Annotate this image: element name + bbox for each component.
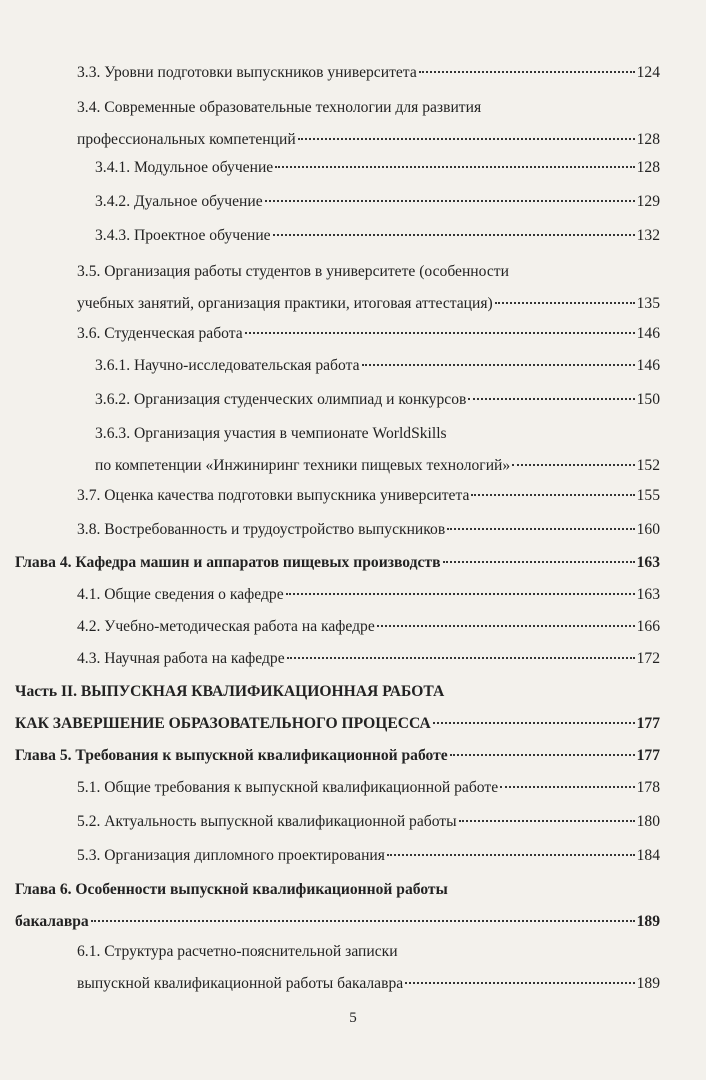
toc-entry	[77, 585, 660, 617]
dot-leader	[447, 528, 634, 530]
toc-entry-title: КАК ЗАВЕРШЕНИЕ ОБРАЗОВАТЕЛЬНОГО ПРОЦЕССА	[15, 715, 431, 732]
toc-entry-title: 3.8. Востребованность и трудоустройство выпускников	[77, 521, 446, 538]
dot-leader	[287, 657, 635, 659]
toc-entry-title: 3.6.3. Организация участия в чемпионате WorldSkills	[95, 425, 447, 442]
toc-entry	[95, 356, 660, 388]
toc-page-number: 178	[636, 779, 660, 796]
toc-page-number: 160	[636, 521, 660, 538]
toc-entry	[77, 942, 660, 1006]
toc-entry-title: 5.2. Актуальность выпускной квалификационной работы	[77, 813, 457, 830]
toc-entry	[95, 226, 660, 258]
toc-entry	[15, 553, 660, 585]
dot-leader	[91, 920, 635, 922]
toc-entry-title: 5.1. Общие требования к выпускной квалификационной работе	[77, 779, 499, 796]
toc-entry-title: 4.1. Общие сведения о кафедре	[77, 586, 284, 603]
toc-entry	[77, 324, 660, 356]
toc-entry	[77, 486, 660, 518]
dot-leader	[298, 138, 635, 140]
toc-entry	[77, 617, 660, 649]
toc-entry-title: 3.5. Организация работы студентов в университете (особенности	[77, 263, 509, 280]
toc-page-number: 172	[636, 650, 660, 667]
toc-entry-title: 3.4.2. Дуальное обучение	[95, 193, 263, 210]
toc-entry	[77, 63, 660, 95]
toc-entry-title: 3.3. Уровни подготовки выпускников университета	[77, 64, 417, 81]
toc-entry-title: Глава 4. Кафедра машин и аппаратов пищевых производств	[15, 554, 441, 571]
dot-leader	[273, 234, 635, 236]
dot-leader	[362, 364, 635, 366]
toc-page-number: 166	[636, 618, 660, 635]
toc-entry	[15, 682, 660, 746]
toc-entry-title: 4.3. Научная работа на кафедре	[77, 650, 285, 667]
toc-page-number: 135	[636, 295, 660, 312]
toc-page-number: 163	[636, 586, 660, 603]
dot-leader	[265, 200, 635, 202]
toc-page-number: 177	[636, 747, 660, 764]
toc-entry	[77, 812, 660, 844]
toc-entry-title: Часть II. ВЫПУСКНАЯ КВАЛИФИКАЦИОННАЯ РАБОТА	[15, 683, 445, 700]
toc-entry	[95, 192, 660, 224]
dot-leader	[275, 166, 634, 168]
toc-entry	[95, 424, 660, 488]
dot-leader	[433, 722, 635, 724]
toc-page-number: 132	[636, 227, 660, 244]
toc-entry-title: 3.4. Современные образовательные технологии для развития	[77, 99, 482, 116]
toc-entry	[77, 262, 660, 326]
toc-entry-title: 6.1. Структура расчетно-пояснительной записки	[77, 943, 398, 960]
toc-entry-title: по компетенции «Инжиниринг техники пищевых технологий»	[95, 457, 511, 474]
toc-page-number: 155	[636, 487, 660, 504]
toc-entry-title: учебных занятий, организация практики, итоговая аттестация)	[77, 295, 493, 312]
toc-entry-title: выпускной квалификационной работы бакалавра	[77, 975, 404, 992]
toc-page-number: 150	[636, 391, 660, 408]
toc-page-number: 124	[636, 64, 660, 81]
toc-entry-title: Глава 6. Особенности выпускной квалификационной работы	[15, 881, 448, 898]
toc-entry-title: 3.4.1. Модульное обучение	[95, 159, 274, 176]
dot-leader	[500, 786, 634, 788]
toc-entry-title: 3.6.2. Организация студенческих олимпиад и конкурсов	[95, 391, 467, 408]
toc-page-number: 146	[636, 357, 660, 374]
dot-leader	[471, 494, 634, 496]
toc-entry-title: 3.6. Студенческая работа	[77, 325, 243, 342]
toc-entry	[77, 98, 660, 162]
toc-page-number: 180	[636, 813, 660, 830]
toc-entry	[15, 880, 660, 944]
page-number: 5	[349, 1010, 357, 1026]
dot-leader	[387, 854, 635, 856]
toc-page-number: 163	[636, 554, 660, 571]
toc-entry	[95, 390, 660, 422]
toc-page-number: 146	[636, 325, 660, 342]
toc-entry	[95, 158, 660, 190]
dot-leader	[405, 982, 634, 984]
toc-page-number: 129	[636, 193, 660, 210]
toc-entry-title: 3.4.3. Проектное обучение	[95, 227, 271, 244]
toc-entry-title: 4.2. Учебно-методическая работа на кафедре	[77, 618, 375, 635]
dot-leader	[459, 820, 635, 822]
toc-entry-title: 5.3. Организация дипломного проектирования	[77, 847, 385, 864]
toc-entry	[77, 778, 660, 810]
dot-leader	[377, 625, 635, 627]
dot-leader	[443, 561, 635, 563]
toc-page-number: 177	[636, 715, 660, 732]
dot-leader	[468, 398, 634, 400]
toc-entry-title: профессиональных компетенций	[77, 131, 296, 148]
toc-entry	[77, 846, 660, 878]
toc-page-number: 184	[636, 847, 660, 864]
toc-page-number: 189	[636, 975, 660, 992]
toc-entry	[15, 746, 660, 778]
dot-leader	[512, 464, 634, 466]
toc-entry-title: 3.7. Оценка качества подготовки выпускника университета	[77, 487, 470, 504]
toc-entry-title: бакалавра	[15, 913, 89, 930]
dot-leader	[450, 754, 635, 756]
dot-leader	[495, 302, 635, 304]
toc-entry-title: 3.6.1. Научно-исследовательская работа	[95, 357, 360, 374]
dot-leader	[245, 332, 635, 334]
toc-page-number: 152	[636, 457, 660, 474]
dot-leader	[419, 71, 635, 73]
toc-page-number: 128	[636, 159, 660, 176]
toc-entry	[77, 520, 660, 552]
toc-entry-title: Глава 5. Требования к выпускной квалификационной работе	[15, 747, 448, 764]
dot-leader	[286, 593, 635, 595]
toc-page-number: 128	[636, 131, 660, 148]
toc-entry	[77, 649, 660, 681]
toc-page-number: 189	[636, 913, 660, 930]
